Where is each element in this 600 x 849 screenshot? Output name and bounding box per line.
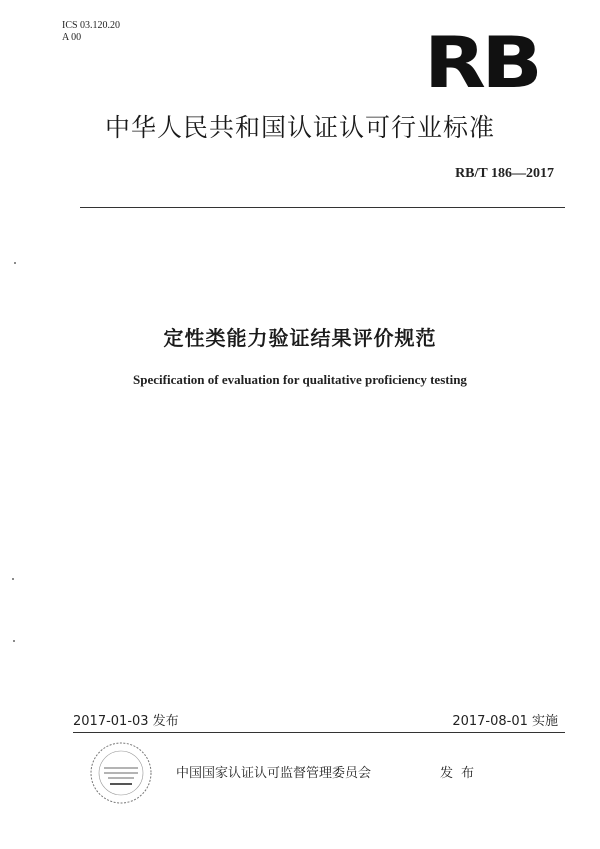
implementation-date: 2017-08-01 实施: [452, 714, 558, 729]
scan-speck: [12, 578, 14, 580]
scan-speck: [13, 640, 15, 642]
ics-code: ICS 03.120.20: [62, 20, 121, 31]
issue-date: 2017-01-03 发布: [73, 714, 179, 729]
classification-codes: [62, 20, 120, 44]
header-divider: [80, 207, 565, 208]
ccs-code: A 00: [62, 32, 82, 43]
scan-speck: [14, 262, 16, 264]
organization-title: 中华人民共和国认证认可行业标准: [104, 113, 495, 142]
seal-stamp-icon: [88, 740, 154, 806]
footer-divider: [73, 732, 565, 733]
document-title-english: Specification of evaluation for qualitative proficiency testing: [133, 372, 467, 387]
publisher-name: 中国国家认证认可监督管理委员会: [176, 766, 372, 781]
publisher-action: 发布: [440, 766, 483, 781]
document-title-chinese: 定性类能力验证结果评价规范: [163, 326, 437, 350]
standard-number: RB/T 186—2017: [455, 166, 554, 181]
rb-logo: RB: [424, 22, 539, 104]
